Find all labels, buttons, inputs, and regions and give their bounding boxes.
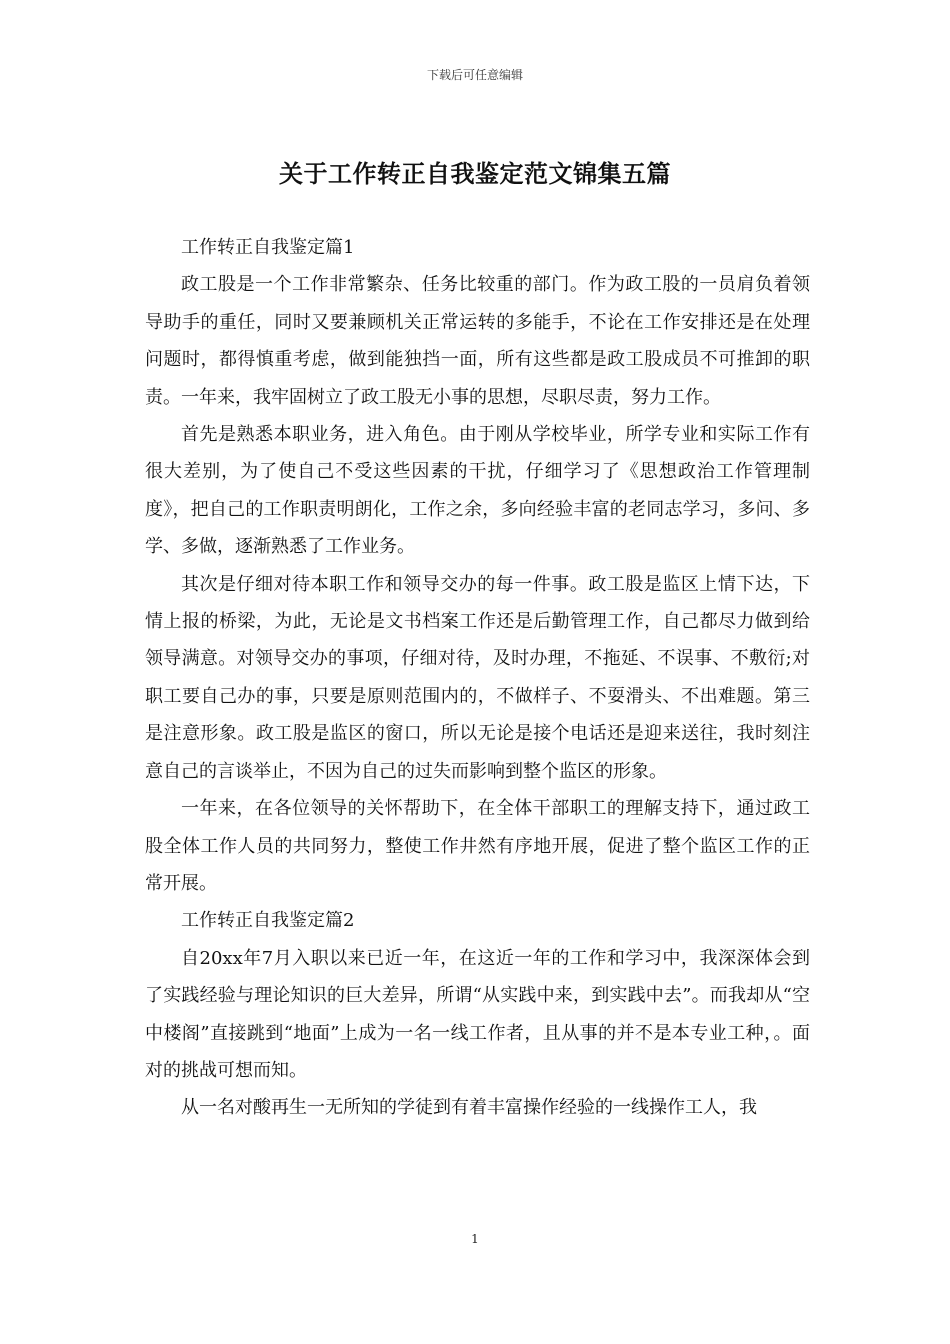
document-title: 关于工作转正自我鉴定范文锦集五篇 xyxy=(279,159,671,188)
section-heading: 工作转正自我鉴定篇1 xyxy=(181,237,355,258)
body-paragraph: 政工股是一个工作非常繁杂、任务比较重的部门。作为政工股的一员肩负着领导助手的重任，同时又要兼顾机关正常运转的多能手，不论在工作安排还是在处理问题时，都得慎重考虑，做到能独挡一面，所有这些都是政工股成员不可推卸的职责。一年来，我牢固树立了政工股无小事的思想，尽职尽责，努力工作。 xyxy=(145,274,810,408)
page-number: 1 xyxy=(471,1232,479,1246)
body-paragraph: 一年来，在各位领导的关怀帮助下，在全体干部职工的理解支持下，通过政工股全体工作人员的共同努力，整使工作井然有序地开展，促进了整个监区工作的正常开展。 xyxy=(145,798,810,894)
body-paragraph: 自20xx年7月入职以来已近一年，在这近一年的工作和学习中，我深深体会到了实践经验与理论知识的巨大差异，所谓“从实践中来，到实践中去”。而我却从“空中楼阁”直接跳到“地面”上成为一名一线工作者，且从事的并不是本专业工种，。面对的挑战可想而知。 xyxy=(145,947,810,1081)
section-heading: 工作转正自我鉴定篇2 xyxy=(181,910,355,932)
header-note: 下载后可任意编辑 xyxy=(426,68,523,82)
body-paragraph: 从一名对酸再生一无所知的学徒到有着丰富操作经验的一线操作工人，我 xyxy=(181,1097,757,1119)
document-body xyxy=(145,229,810,1127)
body-paragraph: 首先是熟悉本职业务，进入角色。由于刚从学校毕业，所学专业和实际工作有很大差别，为了使自己不受这些因素的干扰，仔细学习了《思想政治工作管理制度》，把自己的工作职责明朗化，工作之余，多向经验丰富的老同志学习，多问、多学、多做，逐渐熟悉了工作业务。 xyxy=(145,424,810,558)
body-paragraph: 其次是仔细对待本职工作和领导交办的每一件事。政工股是监区上情下达，下情上报的桥梁，为此，无论是文书档案工作还是后勤管理工作，自己都尽力做到给领导满意。对领导交办的事项，仔细对待，及时办理，不拖延、不误事、不敷衍;对职工要自己办的事，只要是原则范围内的，不做样子、不耍滑头、不出难题。第三是注意形象。政工股是监区的窗口，所以无论是接个电话还是迎来送往，我时刻注意自己的言谈举止，不因为自己的过失而影响到整个监区的形象。 xyxy=(145,573,810,782)
